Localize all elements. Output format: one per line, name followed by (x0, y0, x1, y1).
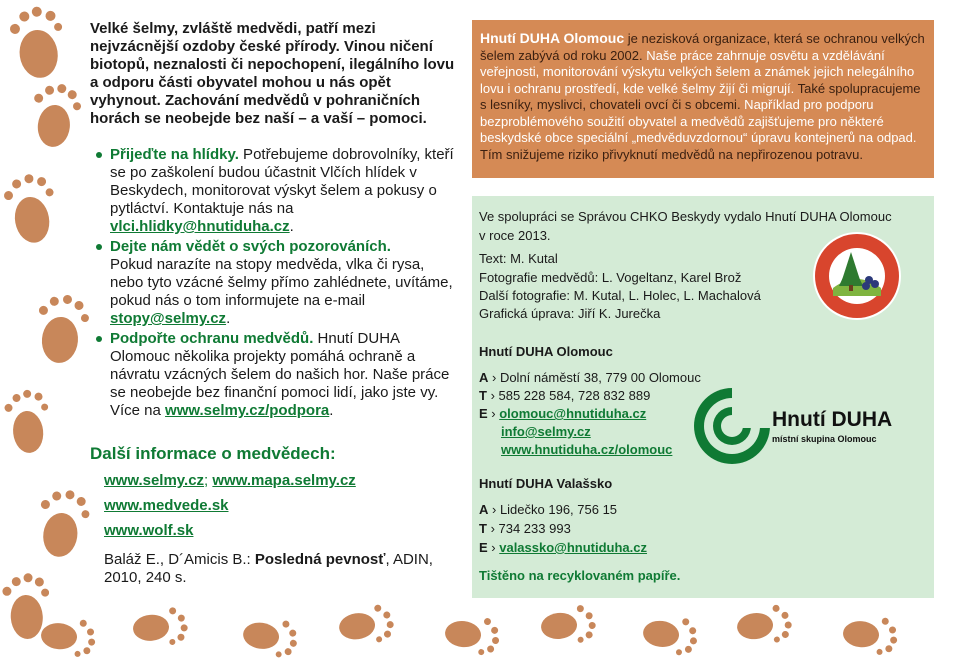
credits-line: Ve spolupráci se Správou CHKO Beskydy vydalo Hnutí DUHA Olomouc (479, 209, 892, 224)
valassko-email: E › valassko@hnutiduha.cz (479, 540, 648, 555)
about-text: Také spolupracujeme s lesníky, myslivci, chovateli ovcí či s obcemi. (480, 80, 921, 112)
more-info-heading: Další informace o medvědech: (90, 444, 336, 463)
about-text: Například pro podporu bezproblémového soužití obyvatel a medvědů zajišťujeme pro některé beskydské obce speciální „medvěduvzdornou“ úpravu kontejnerů na odpad. (480, 97, 917, 145)
paw-print-icon (26, 78, 83, 153)
about-text: Tím snižujeme riziko přivyknutí medvědů na nepřirozenou potravu. (480, 146, 863, 162)
olomouc-email-link[interactable]: olomouc@hnutiduha.cz (499, 406, 647, 421)
paw-print-icon (31, 288, 91, 368)
paw-print-icon (333, 601, 400, 649)
paw-print-icon (439, 612, 505, 658)
info-email-link[interactable]: info@selmy.cz (501, 424, 591, 439)
valassko-phone: T › 734 233 993 (479, 521, 571, 536)
tip-heading: Podpořte ochranu medvědů. (110, 330, 314, 347)
about-box (472, 20, 934, 178)
info-email (501, 423, 591, 441)
paw-print-icon (127, 604, 192, 649)
paw-print-icon (0, 384, 53, 458)
medvede-link[interactable]: www.medvede.sk (104, 497, 229, 514)
credits-text: Text: M. Kutal (479, 251, 558, 266)
hnuti-duha-logo (692, 386, 772, 471)
paw-print-icon (3, 0, 72, 86)
tip-heading: Dejte nám vědět o svých pozorováních. (110, 238, 391, 255)
hlidky-email-link[interactable]: vlci.hlidky@hnutiduha.cz (110, 218, 290, 235)
valassko-address: A › Lidečko 196, 756 15 (479, 502, 618, 517)
paw-print-icon (837, 612, 902, 657)
recycled-paper-note: Tištěno na recyklovaném papíře. (479, 568, 681, 583)
credits-graphic: Grafická úprava: Jiří K. Jurečka (479, 306, 661, 321)
punctuation: . (289, 218, 294, 235)
paw-print-icon (535, 602, 601, 648)
wolf-link[interactable]: www.wolf.sk (104, 522, 194, 539)
paw-print-icon (637, 611, 703, 658)
olomouc-phone: T › 585 228 584, 728 832 889 (479, 388, 651, 403)
tip-text: Hnutí DUHA Olomouc několika projekty pomáhá ochraně a návratu vzácných šelem do našich hor. Naše práce se neobejde bez finanční pomoci lidí, jako jste vy. (110, 330, 450, 401)
contacts-box (472, 196, 934, 598)
book-title: Posledná pevnosť (254, 551, 386, 568)
paw-print-icon (35, 614, 100, 659)
stopy-email-link[interactable]: stopy@selmy.cz (110, 310, 227, 327)
left-column (90, 20, 460, 420)
punctuation: . (226, 310, 231, 327)
olomouc-email: E › olomouc@hnutiduha.cz (479, 406, 647, 421)
tip-text: Pokud narazíte na stopy medvěda, vlka či rysa, nebo tyto vzácné šelmy přímo zahlédnete, uvítáme, pokud nás o tom informujete na e-mail (110, 256, 453, 309)
about-text: Naše práce zahrnuje osvětu a vzdělávání veřejnosti, monitorování výskytu velkých šelem a známek jejich nelegálního lovu i ochranu prostředí, kde velké šelmy žijí či migrují. (480, 47, 915, 96)
selmy-link[interactable]: www.selmy.cz (104, 472, 205, 489)
about-text: je nezisková organizace, která se ochranou velkých šelem zabývá od roku 2002. (480, 31, 925, 63)
logo-name: Hnutí DUHA (772, 408, 893, 431)
book-reference (104, 551, 464, 587)
tip-heading: Přijeďte na hlídky. (110, 146, 239, 163)
org-name: Hnutí DUHA Olomouc (480, 30, 625, 46)
tip-text: Potřebujeme dobrovolníky, kteří se po zaškolení budou účastnit Vlčích hlídek v Beskydech, monitorovat výskyt šelem a pokusy o pytláctví. Kontaktuje nás na (110, 146, 454, 217)
podpora-link[interactable]: www.selmy.cz/podpora (165, 402, 330, 419)
paw-print-icon (237, 613, 304, 661)
paw-print-icon (0, 166, 62, 250)
olomouc-address: A › Dolní náměstí 38, 779 00 Olomouc (479, 370, 701, 385)
list-item (110, 146, 460, 236)
punctuation: . (329, 402, 334, 419)
info-links (104, 472, 464, 587)
credits-line: v roce 2013. (479, 228, 551, 243)
separator: ; (204, 472, 213, 489)
help-list (90, 146, 460, 420)
valassko-title: Hnutí DUHA Valašsko (479, 476, 613, 491)
about-paragraph (480, 30, 926, 163)
logo-subtitle: místní skupina Olomouc (772, 434, 877, 444)
list-item (110, 330, 460, 420)
olomouc-web (501, 441, 672, 459)
credits-photo: Další fotografie: M. Kutal, L. Holec, L. Machalová (479, 288, 761, 303)
book-authors: Baláž E., D´Amicis B.: (104, 551, 255, 568)
intro-paragraph: Velké šelmy, zvláště medvědi, patří mezi nejvzácnější ozdoby české přírody. Vinou ničení biotopů, neznalosti či nepochopení, ilegálního lovu a odporu části obyvatel mohou u nás opět vyhynout. Zachování medvědů v pohraničních horách se neobejde bez naší – a vaší – pomoci. (90, 20, 455, 127)
list-item (110, 238, 460, 328)
credits-photo: Fotografie medvědů: L. Vogeltanz, Karel Brož (479, 270, 742, 285)
paw-print-icon (31, 483, 93, 564)
chko-beskydy-logo (811, 230, 903, 327)
olomouc-web-link[interactable]: www.hnutiduha.cz/olomouc (501, 442, 673, 457)
olomouc-title: Hnutí DUHA Olomouc (479, 344, 613, 359)
paw-print-icon (731, 601, 797, 648)
mapa-selmy-link[interactable]: www.mapa.selmy.cz (212, 472, 356, 489)
book-details: , ADIN, 2010, 240 s. (104, 551, 433, 586)
more-label: Více na (110, 402, 166, 419)
valassko-email-link[interactable]: valassko@hnutiduha.cz (499, 540, 648, 555)
